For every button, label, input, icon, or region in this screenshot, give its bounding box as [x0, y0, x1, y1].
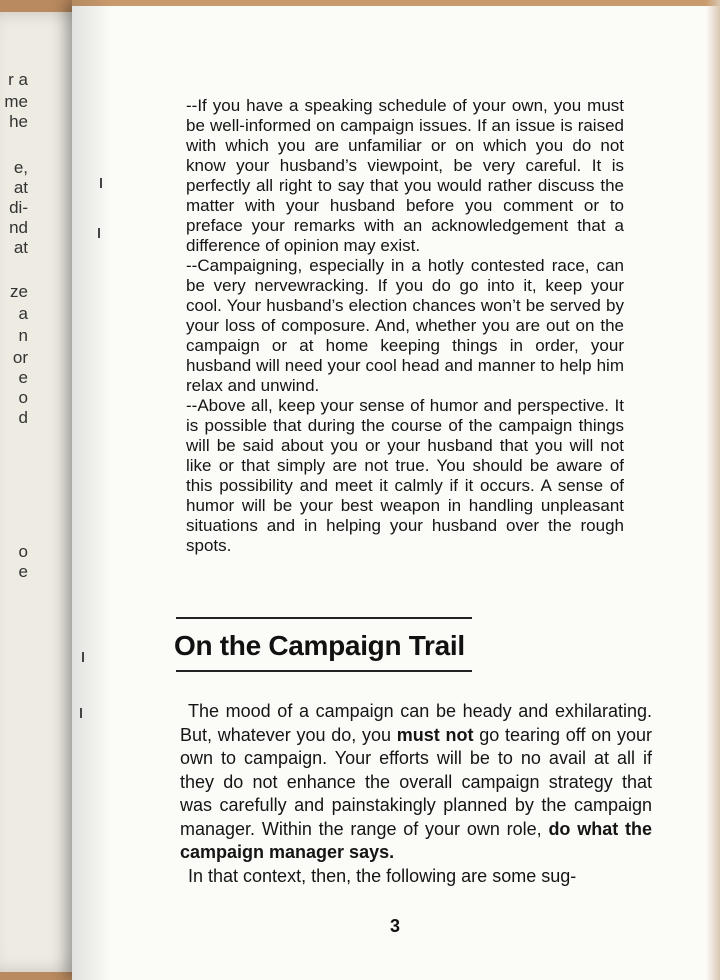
left-page-fragment: a: [18, 304, 28, 323]
left-page-fragment: ze: [10, 282, 28, 301]
margin-mark: [80, 708, 82, 718]
margin-mark: [98, 228, 100, 238]
left-page-fragment: at: [13, 178, 28, 197]
left-page-fragment: d: [18, 408, 28, 427]
bullet-paragraph: --Above all, keep your sense of humor and perspective. It is possible that during the course of the campaign things will be said about you or your husband that you will not like or that simply are not true. You should be aware of this possibility and meet it calmly if it occurs. A sense of humor will be your best weapon in handling unpleasant situations and in helping your husband over the rough spots.: [186, 396, 624, 555]
bullet-list: [186, 96, 624, 556]
emphasis-campaign-manager: do what the campaign manager says.: [180, 818, 652, 862]
page-right-edge: [706, 0, 720, 980]
left-page-fragment: o: [18, 542, 28, 561]
left-page-fragment: or: [12, 348, 28, 367]
body-paragraph: In that context, then, the following are some sug-: [188, 865, 577, 886]
margin-mark: [82, 652, 84, 662]
body-text-run: The mood of a campaign can be heady and exhilarating. But, whatever you do, you: [180, 701, 652, 745]
left-page-fragment: at: [13, 238, 28, 257]
emphasis-must-not: must not: [396, 724, 474, 745]
left-page-fragment: di-: [9, 198, 28, 217]
left-page-fragment: e,: [13, 158, 28, 177]
page-number: 3: [390, 916, 401, 936]
book-page: [72, 0, 720, 980]
left-page-fragment: r a: [8, 70, 28, 89]
section-heading: On the Campaign Trail: [174, 630, 465, 661]
body-text-run: go tearing off on your own to campaign. Your efforts will be to no avail at all if they do not enhance the overall campaign strategy that was carefully and painstakingly planned by the campaign manager. Within the range of your own role,: [180, 724, 652, 839]
body-paragraph: [180, 700, 652, 865]
left-page-fragment: e: [18, 368, 28, 387]
page-top-edge: [72, 0, 720, 6]
gutter-shadow: [72, 0, 112, 980]
bullet-paragraph: --Campaigning, especially in a hotly contested race, can be very nervewracking. If you do go into it, keep your cool. Your husband’s election chances won’t be served by your loss of composure. And, whether you are out on the campaign or at home keeping things in order, your husband will need your cool head and manner to help him relax and unwind.: [186, 256, 624, 395]
left-page-fragment: me: [4, 92, 28, 111]
margin-mark: [100, 178, 102, 188]
left-page-fragment: n: [18, 326, 28, 345]
heading-rule-top: [176, 617, 472, 619]
left-page-fragment: e: [18, 562, 28, 581]
left-page-fragment: o: [18, 388, 28, 407]
section-body: [180, 700, 652, 888]
left-page-fragment: he: [9, 112, 28, 131]
bullet-paragraph: --If you have a speaking schedule of your own, you must be well-informed on campaign issues. If an issue is raised with which you are unfamiliar or on which you do not know your husband’s viewpoint, be very careful. It is perfectly all right to say that you would rather discuss the matter with your husband before you comment or to preface your remarks with an acknowledgement that a difference of opinion may exist.: [186, 96, 624, 255]
left-page-fragment: nd: [9, 218, 28, 237]
heading-rule-bottom: [176, 670, 472, 672]
